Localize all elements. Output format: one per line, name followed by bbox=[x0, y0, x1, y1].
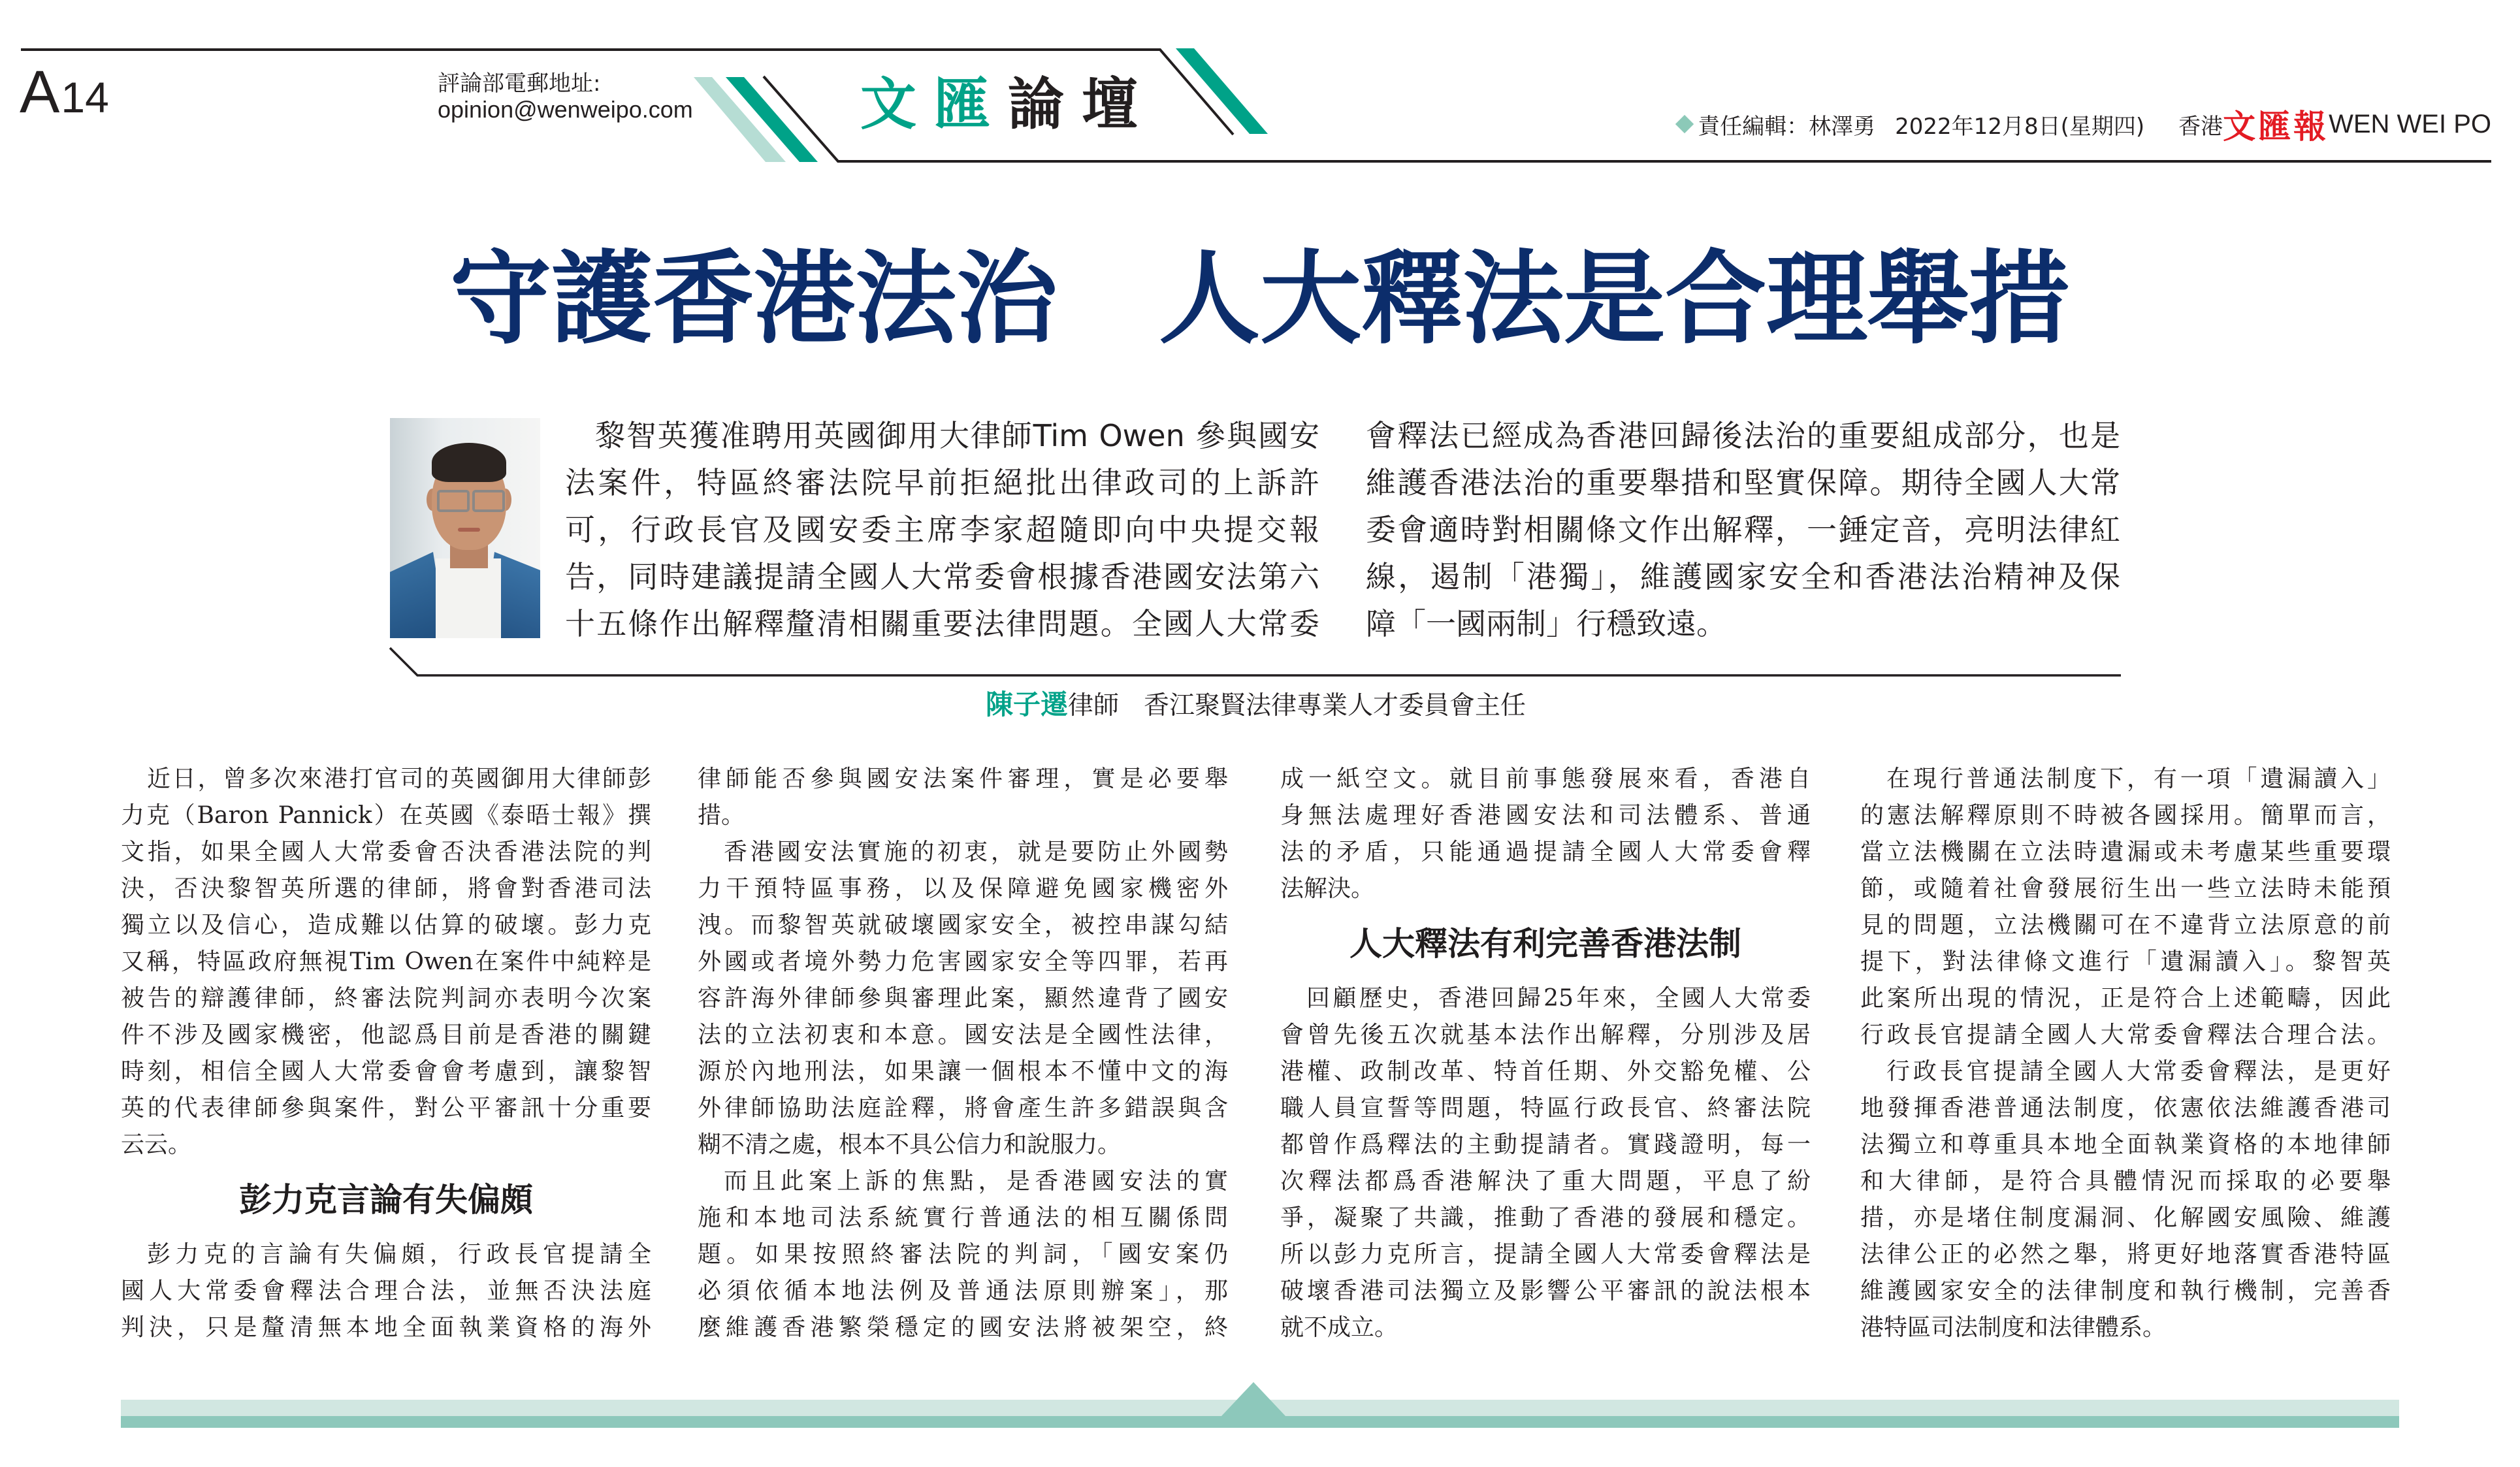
body-line: 源於內地刑法，如果讓一個根本不懂中文的海 bbox=[698, 1058, 1228, 1085]
intro-line: 維護香港法治的重要舉措和堅實保障。期待全國人大常 bbox=[1366, 465, 2120, 500]
photo-mouth bbox=[458, 528, 480, 532]
body-line: 港權、政制改革、特首任期、外交豁免權、公 bbox=[1280, 1058, 1811, 1085]
body-line: 力干預特區事務，以及保障避免國家機密外 bbox=[698, 875, 1228, 902]
headline-part-1: 守護香港法治 bbox=[450, 238, 1058, 358]
section-title bbox=[860, 72, 1155, 137]
photo-shirt bbox=[436, 558, 501, 638]
body-line: 判決，只是釐清無本地全面執業資格的海外 bbox=[121, 1314, 651, 1341]
body-line: 律師能否參與國安法案件審理，實是必要舉 bbox=[698, 766, 1228, 792]
body-line: 和大律師，是符合具體情況而採取的必要舉 bbox=[1860, 1168, 2391, 1195]
author-name: 陳子遷 bbox=[985, 688, 1068, 720]
body-line: 云云。 bbox=[121, 1131, 192, 1158]
body-line: 職人員宣誓等問題，特區行政長官、終審法院 bbox=[1280, 1095, 1811, 1121]
photo-glasses-left bbox=[437, 490, 470, 512]
intro-column-a bbox=[565, 412, 1319, 647]
body-line: 容許海外律師參與審理此案，顯然違背了國安 bbox=[698, 985, 1228, 1012]
body-line: 破壞香港司法獨立及影響公平審訊的說法根本 bbox=[1280, 1278, 1811, 1304]
headline bbox=[0, 238, 2520, 358]
body-line: 所以彭力克所言，提請全國人大常委會釋法是 bbox=[1280, 1241, 1811, 1268]
subheading: 彭力克言論有失偏頗 bbox=[239, 1181, 533, 1219]
intro-line: 線，遏制「港獨」，維護國家安全和香港法治精神及保 bbox=[1366, 559, 2120, 594]
body-line: 法的矛盾，只能通過提請全國人大常委會釋 bbox=[1280, 839, 1811, 865]
intro-line: 障「一國兩制」行穩致遠。 bbox=[1366, 606, 1726, 641]
issue-date: 2022年12月8日(星期四) bbox=[1895, 113, 2145, 140]
body-line: 獨立以及信心，造成難以估算的破壞。彭力克 bbox=[121, 912, 651, 939]
body-line: 外國或者境外勢力危害國家安全等四罪，若再 bbox=[698, 948, 1228, 975]
headline-part-2: 人大釋法是合理舉措 bbox=[1159, 238, 2070, 358]
contact-email: opinion@wenweipo.com bbox=[438, 96, 693, 123]
body-line: 提下，對法律條文進行「遺漏讀入」。黎智英 bbox=[1860, 948, 2391, 975]
body-line: 在現行普通法制度下，有一項「遺漏讀入」 bbox=[1886, 766, 2391, 792]
body-line: 香港國安法實施的初衷，就是要防止外國勢 bbox=[724, 839, 1228, 865]
newspaper-logo-en: WEN WEI PO bbox=[2329, 109, 2491, 138]
body-line: 法的立法初衷和本意。國安法是全國性法律， bbox=[698, 1022, 1228, 1048]
photo-hair bbox=[432, 443, 506, 482]
body-line: 次釋法都爲香港解決了重大問題，平息了紛 bbox=[1280, 1168, 1811, 1195]
body-line: 行政長官提請全國人大常委會釋法，是更好 bbox=[1886, 1058, 2391, 1085]
body-line: 必須依循本地法例及普通法原則辦案」，那 bbox=[698, 1278, 1228, 1304]
body-line: 法獨立和尊重具本地全面執業資格的本地律師 bbox=[1860, 1131, 2391, 1158]
newspaper-logo: 文匯報 bbox=[2223, 107, 2329, 146]
contact-block bbox=[438, 71, 693, 123]
body-line: 成一紙空文。就目前事態發展來看，香港自 bbox=[1280, 766, 1811, 792]
body-line: 文指，如果全國人大常委會否決香港法院的判 bbox=[121, 839, 651, 865]
intro-divider-rule bbox=[390, 648, 2121, 675]
footer-bar-dark bbox=[121, 1416, 2399, 1428]
body-line: 措，亦是堵住制度漏洞、化解國安風險、維護 bbox=[1860, 1204, 2391, 1231]
intro-line: 委會適時對相關條文作出解釋，一錘定音，亮明法律紅 bbox=[1366, 512, 2120, 547]
body-line: 回顧歷史，香港回歸25年來，全國人大常委 bbox=[1306, 985, 1811, 1012]
body-line: 法解決。 bbox=[1280, 875, 1375, 902]
section-title-rest: 論壇 bbox=[1008, 72, 1155, 137]
body-line: 就不成立。 bbox=[1280, 1314, 1398, 1341]
section-title-accent: 文匯 bbox=[860, 72, 1008, 137]
intro-line: 可，行政長官及國安委主席李家超隨即向中央提交報 bbox=[565, 512, 1319, 547]
intro-line: 會釋法已經成為香港回歸後法治的重要組成部分，也是 bbox=[1366, 418, 2120, 453]
page-number-prefix: A bbox=[20, 59, 60, 125]
body-line: 法律公正的必然之舉，將更好地落實香港特區 bbox=[1860, 1241, 2391, 1268]
intro-column-b bbox=[1366, 412, 2120, 647]
diamond-icon bbox=[1675, 115, 1694, 133]
intro-line: 告，同時建議提請全國人大常委會根據香港國安法第六 bbox=[565, 559, 1319, 594]
body-line: 英的代表律師參與案件，對公平審訊十分重要 bbox=[121, 1095, 651, 1121]
body-line: 而且此案上訴的焦點，是香港國安法的實 bbox=[724, 1168, 1228, 1195]
body-line: 此案所出現的情況，正是符合上述範疇，因此 bbox=[1860, 985, 2391, 1012]
body-line: 爭，凝聚了共識，推動了香港的發展和穩定。 bbox=[1280, 1204, 1811, 1231]
byline bbox=[121, 690, 2391, 720]
masthead bbox=[1678, 107, 2491, 146]
body-line: 會曾先後五次就基本法作出解釋，分別涉及居 bbox=[1280, 1022, 1811, 1048]
author-photo bbox=[390, 418, 540, 638]
body-line: 題。如果按照終審法院的判詞，「國安案仍 bbox=[698, 1241, 1228, 1268]
subheading: 人大釋法有利完善香港法制 bbox=[1349, 925, 1741, 963]
body-line: 糊不清之處，根本不具公信力和說服力。 bbox=[698, 1131, 1122, 1158]
body-line: 近日，曾多次來港打官司的英國御用大律師彭 bbox=[147, 766, 651, 792]
body-line: 外律師協助法庭詮釋，將會產生許多錯誤與含 bbox=[698, 1095, 1228, 1121]
author-role: 律師 bbox=[1067, 691, 1119, 720]
contact-label: 評論部電郵地址: bbox=[438, 71, 601, 97]
body-line: 件不涉及國家機密，他認爲目前是香港的關鍵 bbox=[121, 1022, 651, 1048]
body-line: 港特區司法制度和法律體系。 bbox=[1860, 1314, 2167, 1341]
intro-line: 黎智英獲准聘用英國御用大律師Tim Owen 參與國安 bbox=[595, 418, 1319, 453]
body-line: 的憲法解釋原則不時被各國採用。簡單而言， bbox=[1860, 802, 2391, 829]
body-column-3 bbox=[1280, 761, 1811, 1346]
body-line: 行政長官提請全國人大常委會釋法合理合法。 bbox=[1860, 1022, 2391, 1048]
body-line: 力克（Baron Pannick）在英國《泰晤士報》撰 bbox=[121, 802, 651, 829]
body-line: 國人大常委會釋法合理合法，並無否決法庭 bbox=[121, 1278, 651, 1304]
body-line: 當立法機關在立法時遺漏或未考慮某些重要環 bbox=[1860, 839, 2391, 865]
page-number-value: 14 bbox=[61, 73, 109, 121]
body-line: 見的問題，立法機關可在不違背立法原意的前 bbox=[1860, 912, 2391, 939]
body-line: 維護國家安全的法律制度和執行機制，完善香 bbox=[1860, 1278, 2391, 1304]
author-affiliation: 香江聚賢法律專業人才委員會主任 bbox=[1144, 691, 1527, 720]
photo-glasses-right bbox=[472, 490, 505, 512]
body-line: 時刻，相信全國人大常委會會考慮到，讓黎智 bbox=[121, 1058, 651, 1085]
body-line: 彭力克的言論有失偏頗，行政長官提請全 bbox=[147, 1241, 651, 1268]
page-number bbox=[20, 59, 109, 125]
editor-credit: 責任編輯：林澤勇 bbox=[1698, 113, 1876, 140]
body-column-2 bbox=[698, 761, 1228, 1346]
body-line: 麼維護香港繁榮穩定的國安法將被架空，終 bbox=[698, 1314, 1228, 1341]
intro-line: 十五條作出解釋釐清相關重要法律問題。全國人大常委 bbox=[565, 606, 1319, 641]
body-line: 又稱，特區政府無視Tim Owen在案件中純粹是 bbox=[121, 948, 651, 975]
intro-line: 法案件，特區終審法院早前拒絕批出律政司的上訴許 bbox=[565, 465, 1319, 500]
body-line: 地發揮香港普通法制度，依憲依法維護香港司 bbox=[1860, 1095, 2391, 1121]
body-line: 身無法處理好香港國安法和司法體系、普通 bbox=[1280, 802, 1811, 829]
body-line: 被告的辯護律師，終審法院判詞亦表明今次案 bbox=[121, 985, 651, 1012]
region-label: 香港 bbox=[2178, 113, 2223, 140]
footer-triangle-icon bbox=[1221, 1382, 1285, 1416]
body-column-1 bbox=[121, 761, 651, 1346]
body-line: 措。 bbox=[698, 802, 745, 829]
body-line: 洩。而黎智英就破壞國家安全，被控串謀勾結 bbox=[698, 912, 1228, 939]
body-line: 都曾作爲釋法的主動提請者。實踐證明，每一 bbox=[1280, 1131, 1811, 1158]
body-line: 決，否決黎智英所選的律師，將會對香港司法 bbox=[121, 875, 651, 902]
body-line: 施和本地司法系統實行普通法的相互關係問 bbox=[698, 1204, 1228, 1231]
body-column-4 bbox=[1860, 761, 2391, 1346]
body-line: 節，或隨着社會發展衍生出一些立法時未能預 bbox=[1860, 875, 2391, 902]
